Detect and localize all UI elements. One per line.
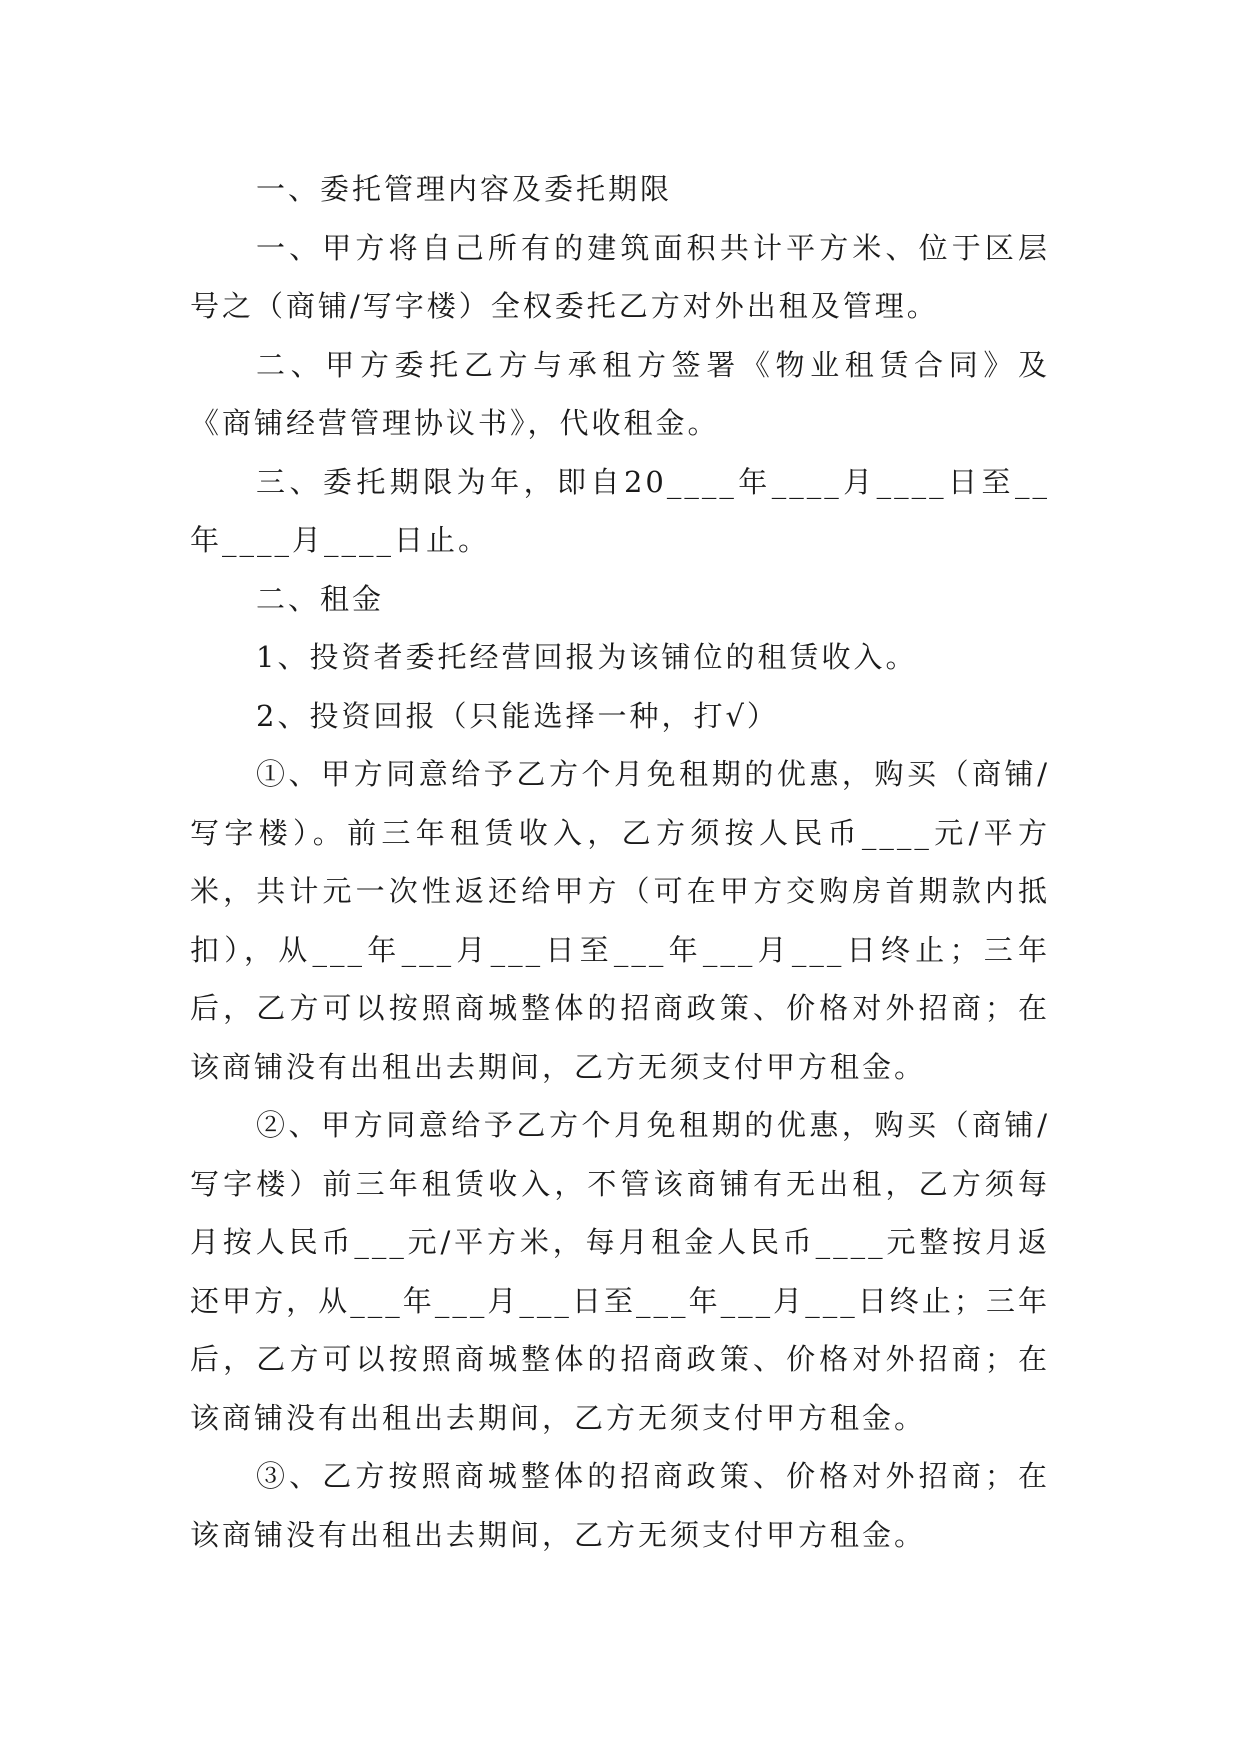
return-option-1: ①、甲方同意给予乙方个月免租期的优惠，购买（商铺/写字楼）。前三年租赁收入，乙方须按人民币____元/平方米，共计元一次性返还给甲方（可在甲方交购房首期款内抵扣），从___年___月___日至___年___月___日终止；三年后，乙方可以按照商城整体的招商政策、价格对外招商；在该商铺没有出租出去期间，乙方无须支付甲方租金。 <box>190 757 1050 1084</box>
document-body <box>190 160 1050 1564</box>
clause-2-contract-signing: 二、甲方委托乙方与承租方签署《物业租赁合同》及《商铺经营管理协议书》，代收租金。 <box>190 347 1050 440</box>
section-heading-entrustment: 一、委托管理内容及委托期限 <box>256 172 673 206</box>
clause-3-entrustment-period: 三、委托期限为年，即自20____年____月____日至__年____月____日止。 <box>190 464 1050 557</box>
rent-item-1: 1、投资者委托经营回报为该铺位的租赁收入。 <box>256 640 918 674</box>
section-heading-rent: 二、租金 <box>256 581 385 616</box>
return-option-2: ②、甲方同意给予乙方个月免租期的优惠，购买（商铺/写字楼）前三年租赁收入，不管该商铺有无出租，乙方须每月按人民币___元/平方米，每月租金人民币____元整按月返还甲方，从___年___月___日至___年___月___日终止；三年后，乙方可以按照商城整体的招商政策、价格对外招商；在该商铺没有出租出去期间，乙方无须支付甲方租金。 <box>190 1108 1050 1435</box>
return-option-3: ③、乙方按照商城整体的招商政策、价格对外招商；在该商铺没有出租出去期间，乙方无须支付甲方租金。 <box>190 1459 1050 1552</box>
clause-1-entrusted-property: 一、甲方将自己所有的建筑面积共计平方米、位于区层号之（商铺/写字楼）全权委托乙方对外出租及管理。 <box>190 230 1050 323</box>
rent-item-2: 2、投资回报（只能选择一种，打√） <box>256 698 779 733</box>
